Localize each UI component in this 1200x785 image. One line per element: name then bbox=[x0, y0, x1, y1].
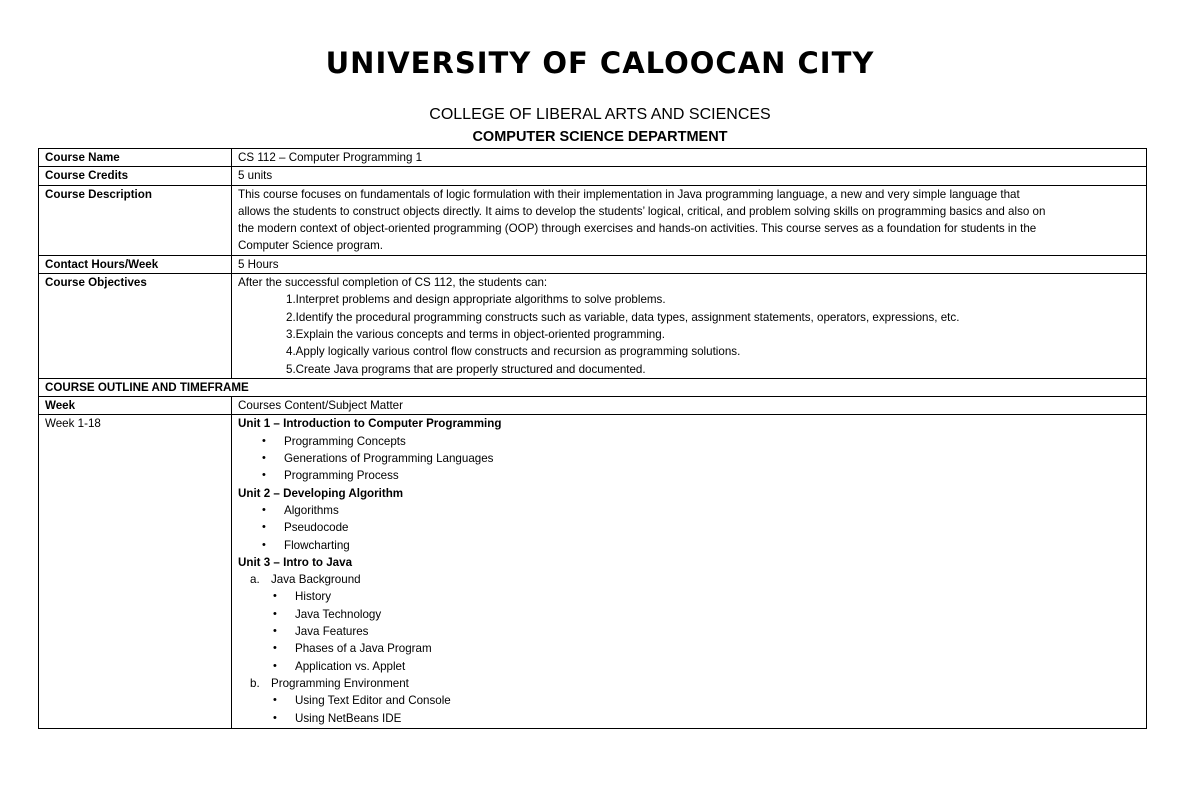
description-line: the modern context of object-oriented programming (OOP) through exercises and hands-on activities. This course serves as a foundation for students in the bbox=[238, 222, 1037, 236]
list-item: • Pseudocode bbox=[284, 519, 1140, 536]
course-description-label: Course Description bbox=[39, 185, 232, 255]
list-item: • Programming Concepts bbox=[284, 433, 1140, 450]
list-item: • Using NetBeans IDE bbox=[295, 710, 1140, 727]
row-contact-hours bbox=[39, 255, 1147, 273]
list-item: • Generations of Programming Languages bbox=[284, 450, 1140, 467]
section-marker: b. bbox=[250, 676, 260, 690]
content-header: Courses Content/Subject Matter bbox=[232, 397, 1147, 415]
description-line: allows the students to construct objects directly. It aims to develop the students’ logical, critical, and problem solving skills on programming basics and also on bbox=[238, 204, 1046, 218]
description-line: This course focuses on fundamentals of logic formulation with their implementation in Java programming language, a new and very simple language that bbox=[238, 187, 1020, 201]
section-title: Programming Environment bbox=[271, 676, 409, 690]
week-value: Week 1-18 bbox=[39, 415, 232, 728]
outline-heading: COURSE OUTLINE AND TIMEFRAME bbox=[39, 378, 1147, 396]
unit-3-a-list bbox=[238, 588, 1140, 674]
unit-3-title: Unit 3 – Intro to Java bbox=[238, 555, 353, 569]
week-header: Week bbox=[39, 397, 232, 415]
course-objectives-label: Course Objectives bbox=[39, 274, 232, 379]
unit-1-list bbox=[238, 433, 1140, 485]
list-item: • Application vs. Applet bbox=[295, 658, 1140, 675]
row-course-objectives bbox=[39, 274, 1147, 379]
row-outline-headers bbox=[39, 397, 1147, 415]
college-name: COLLEGE OF LIBERAL ARTS AND SCIENCES bbox=[429, 106, 771, 123]
row-course-description bbox=[39, 185, 1147, 255]
course-description-value bbox=[232, 185, 1147, 255]
objective-item: 1.Interpret problems and design appropriate algorithms to solve problems. bbox=[286, 293, 666, 307]
unit-1-title: Unit 1 – Introduction to Computer Programming bbox=[238, 417, 502, 431]
section-marker: a. bbox=[250, 573, 260, 587]
course-name-label: Course Name bbox=[39, 149, 232, 167]
list-item: • Programming Process bbox=[284, 467, 1140, 484]
list-item: • Phases of a Java Program bbox=[295, 640, 1140, 657]
objectives-intro: After the successful completion of CS 112, the students can: bbox=[238, 276, 548, 290]
list-item: • Java Technology bbox=[295, 606, 1140, 623]
description-line: Computer Science program. bbox=[238, 239, 383, 253]
list-item: • History bbox=[295, 588, 1140, 605]
unit-2-title: Unit 2 – Developing Algorithm bbox=[238, 486, 404, 500]
objective-item: 5.Create Java programs that are properly structured and documented. bbox=[286, 362, 646, 376]
objective-item: 2.Identify the procedural programming constructs such as variable, data types, assignment statements, operators, expressions, etc. bbox=[286, 310, 960, 324]
row-course-credits bbox=[39, 167, 1147, 185]
list-item: • Using Text Editor and Console bbox=[295, 692, 1140, 709]
contact-hours-value: 5 Hours bbox=[232, 255, 1147, 273]
list-item: • Java Features bbox=[295, 623, 1140, 640]
objective-item: 3.Explain the various concepts and terms in object-oriented programming. bbox=[286, 327, 665, 341]
list-item: • Flowcharting bbox=[284, 537, 1140, 554]
unit-3-section-b bbox=[238, 675, 1140, 692]
section-title: Java Background bbox=[271, 573, 361, 587]
row-course-name bbox=[39, 149, 1147, 167]
syllabus-table bbox=[38, 148, 1147, 729]
row-outline-content bbox=[39, 415, 1147, 728]
course-credits-label: Course Credits bbox=[39, 167, 232, 185]
content-value bbox=[232, 415, 1147, 728]
course-name-value: CS 112 – Computer Programming 1 bbox=[232, 149, 1147, 167]
unit-3-section-a bbox=[238, 571, 1140, 588]
department-name: COMPUTER SCIENCE DEPARTMENT bbox=[472, 129, 728, 145]
course-credits-value: 5 units bbox=[232, 167, 1147, 185]
objective-item: 4.Apply logically various control flow constructs and recursion as programming solutions. bbox=[286, 345, 741, 359]
university-title: UNIVERSITY OF CALOOCAN CITY bbox=[325, 46, 875, 80]
course-objectives-value bbox=[232, 274, 1147, 379]
contact-hours-label: Contact Hours/Week bbox=[39, 255, 232, 273]
unit-2-list bbox=[238, 502, 1140, 554]
unit-3-b-list bbox=[238, 692, 1140, 727]
list-item: • Algorithms bbox=[284, 502, 1140, 519]
row-outline-heading bbox=[39, 378, 1147, 396]
